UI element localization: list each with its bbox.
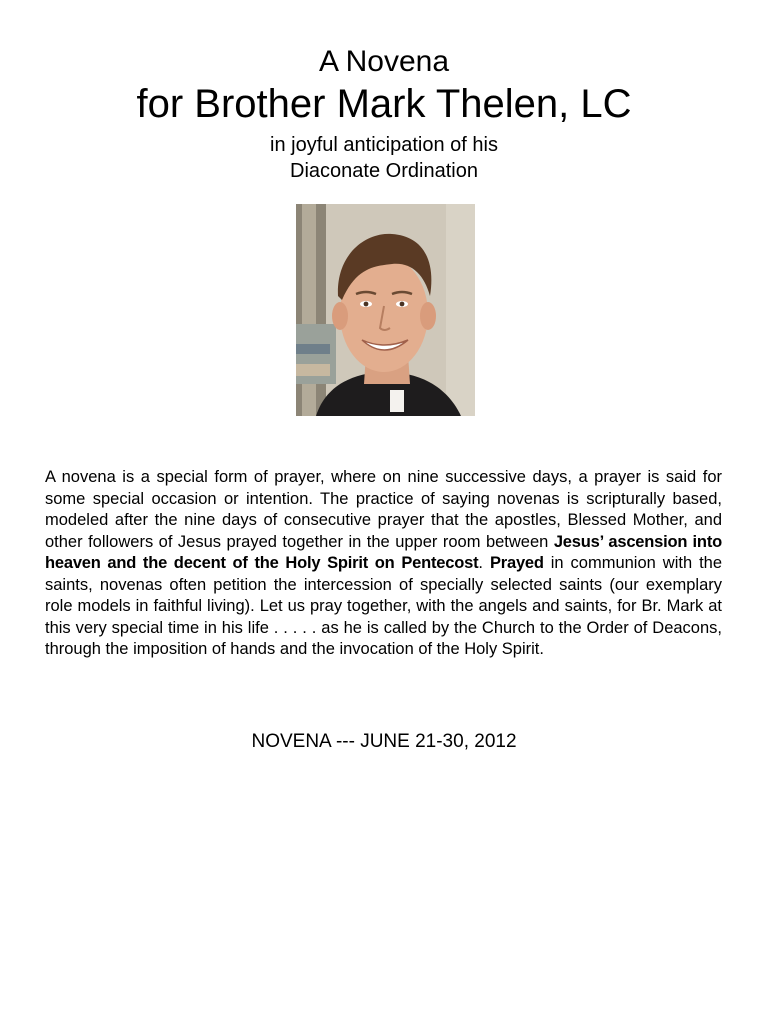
- novena-description: [45, 467, 722, 661]
- title-line-1: A Novena: [318, 45, 450, 78]
- header: [0, 44, 768, 184]
- description-part-1: A novena is a special form of prayer, where on nine successive days, a prayer is said for some special occasion or intention. The practice of saying novenas is scripturally based, modeled after the nine days of consecutive prayer that the apostles, Blessed Mother, and other followers of Jesus prayed together in the upper room between: [45, 468, 722, 551]
- description-bold-2: Prayed: [489, 554, 544, 572]
- description-part-2: .: [478, 554, 490, 572]
- portrait-photo: [296, 204, 475, 416]
- subtitle-line-2: Diaconate Ordination: [290, 160, 478, 182]
- novena-dates: NOVENA --- JUNE 21-30, 2012: [251, 731, 517, 752]
- subtitle: [0, 132, 768, 184]
- description-bold-1: Jesus’ ascension into heaven and the decent of the Holy Spirit on Pentecost: [45, 532, 722, 572]
- description-part-3: in communion with the saints, novenas often petition the intercession of specially selected saints (our exemplary role models in faithful living). Let us pray together, with the angels and saints, for Br. Mark at this very special time in his life . . . . . as he is called by the Church to the Order of Deacons, through the imposition of hands and the invocation of the Holy Spirit.: [45, 554, 723, 658]
- title-line-2: for Brother Mark Thelen, LC: [136, 82, 632, 126]
- portrait-illustration: [296, 204, 475, 416]
- subtitle-line-1: in joyful anticipation of his: [270, 134, 498, 156]
